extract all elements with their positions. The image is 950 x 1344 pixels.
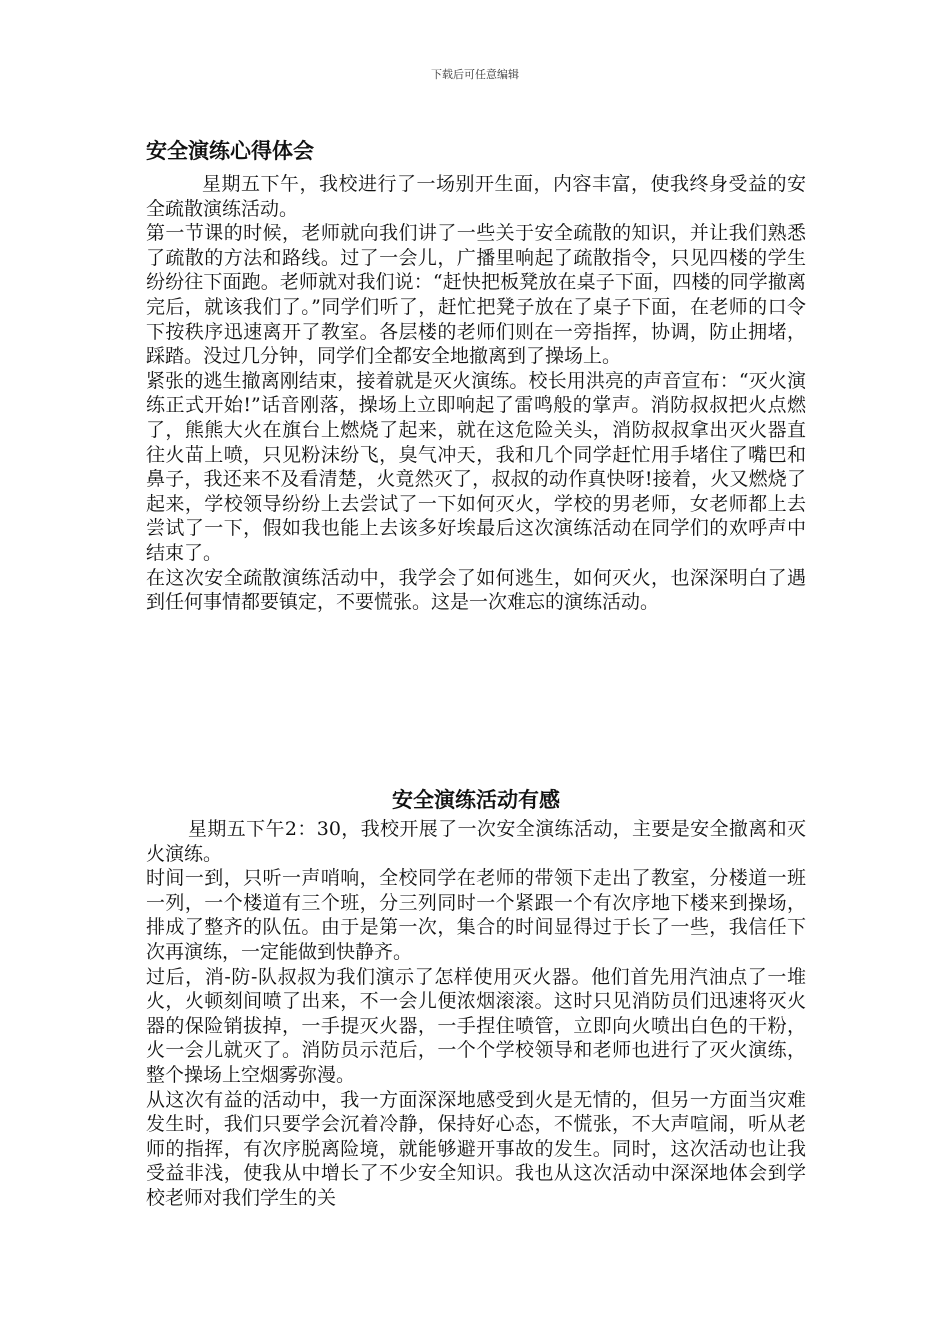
article-1-paragraph-4: 在这次安全疏散演练活动中，我学会了如何逃生，如何灭火，也深深明白了遇到任何事情都要镇定，不要慌张。这是一次难忘的演练活动。 [146,566,806,614]
article-1 [146,134,806,615]
article-2-paragraph-1: 星期五下午2：30，我校开展了一次安全演练活动，主要是安全撤离和灭火演练。 [146,818,806,865]
article-2-paragraph-4: 从这次有益的活动中，我一方面深深地感受到火是无情的，但另一方面当灾难发生时，我们只要学会沉着冷静，保持好心态，不慌张，不大声喧闹，听从老师的指挥，有次序脱离险境，就能够避开事故的发生。同时，这次活动也让我受益非浅，使我从中增长了不少安全知识。我也从这次活动中深深地体会到学校老师对我们学生的关 [146,1088,806,1209]
article-1-title: 安全演练心得体会 [146,138,314,163]
page-header-note: 下载后可任意编辑 [431,68,519,81]
article-2-paragraph-2: 时间一到，只听一声哨响，全校同学在老师的带领下走出了教室，分楼道一班一列，一个楼道有三个班，分三列同时一个紧跟一个有次序地下楼来到操场，排成了整齐的队伍。由于是第一次，集合的时间显得过于长了一些，我信任下次再演练，一定能做到快静齐。 [146,867,806,963]
article-1-paragraph-1: 星期五下午，我校进行了一场别开生面，内容丰富，使我终身受益的安全疏散演练活动。 [146,173,806,220]
article-2-paragraph-3: 过后，消-防-队叔叔为我们演示了怎样使用灭火器。他们首先用汽油点了一堆火，火顿刻间喷了出来，不一会儿便浓烟滚滚。这时只见消防员们迅速将灭火器的保险销拔掉，一手提灭火器，一手捏住喷管，立即向火喷出白色的干粉，火一会儿就灭了。消防员示范后，一个个学校领导和老师也进行了灭火演练，整个操场上空烟雾弥漫。 [146,965,806,1086]
article-2 [146,783,806,1211]
article-1-paragraph-2: 第一节课的时候，老师就向我们讲了一些关于安全疏散的知识，并让我们熟悉了疏散的方法和路线。过了一会儿，广播里响起了疏散指令，只见四楼的学生纷纷往下面跑。老师就对我们说：“赶快把板凳放在桌子下面，四楼的同学撤离完后，就该我们了。”同学们听了，赶忙把凳子放在了桌子下面，在老师的口令下按秩序迅速离开了教室。各层楼的老师们则在一旁指挥，协调，防止拥堵，踩踏。没过几分钟，同学们全都安全地撤离到了操场上。 [146,222,806,368]
article-1-paragraph-3: 紧张的逃生撤离刚结束，接着就是灭火演练。校长用洪亮的声音宣布：“灭火演练正式开始!”话音刚落，操场上立即响起了雷鸣般的掌声。消防叔叔把火点燃了，熊熊大火在旗台上燃烧了起来，就在这危险关头，消防叔叔拿出灭火器直往火苗上喷，只见粉沫纷飞，臭气冲天，我和几个同学赶忙用手堵住了嘴巴和鼻子，我还来不及看清楚，火竟然灭了，叔叔的动作真快呀!接着，火又燃烧了起来，学校领导纷纷上去尝试了一下如何灭火，学校的男老师，女老师都上去尝试了一下，假如我也能上去该多好埃最后这次演练活动在同学们的欢呼声中结束了。 [146,369,806,564]
article-2-title: 安全演练活动有感 [392,787,560,812]
